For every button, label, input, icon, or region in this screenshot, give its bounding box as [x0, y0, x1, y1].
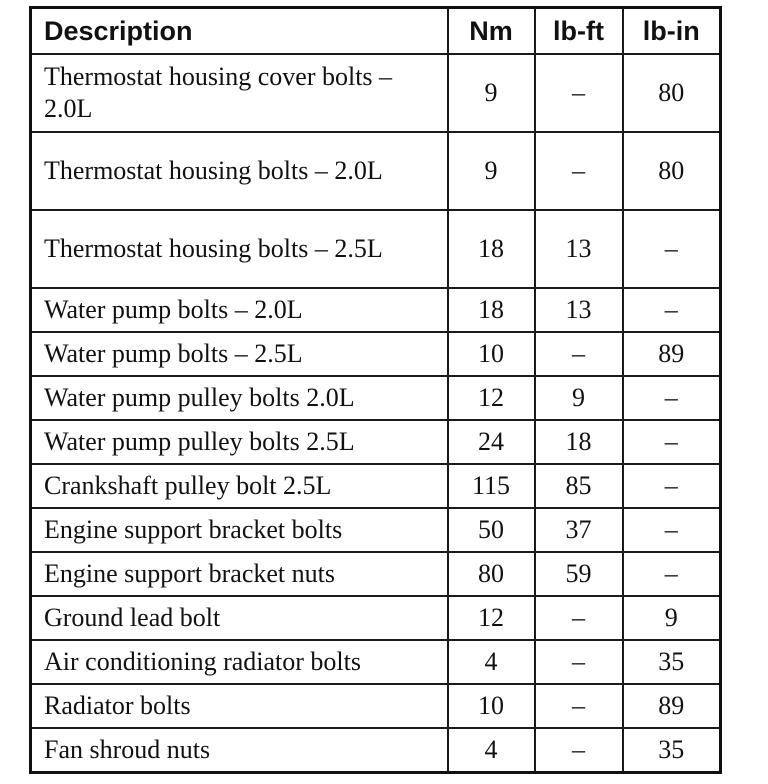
cell-lbin: – [623, 508, 721, 552]
cell-nm: 9 [448, 132, 535, 210]
cell-lbft: – [535, 728, 623, 773]
cell-description: Thermostat housing cover bolts – 2.0L [31, 54, 448, 132]
table-row [31, 288, 721, 332]
cell-description: Water pump pulley bolts 2.0L [31, 376, 448, 420]
cell-lbin: 35 [623, 728, 721, 773]
cell-description: Thermostat housing bolts – 2.5L [31, 210, 448, 288]
cell-nm: 10 [448, 332, 535, 376]
cell-nm: 50 [448, 508, 535, 552]
cell-lbft: 9 [535, 376, 623, 420]
cell-lbft: – [535, 132, 623, 210]
header-lbft: lb-ft [535, 8, 623, 55]
table-row [31, 210, 721, 288]
cell-description: Radiator bolts [31, 684, 448, 728]
cell-lbin: 89 [623, 684, 721, 728]
table-row [31, 420, 721, 464]
table-row [31, 596, 721, 640]
header-nm: Nm [448, 8, 535, 55]
header-description: Description [31, 8, 448, 55]
cell-description: Ground lead bolt [31, 596, 448, 640]
header-lbin: lb-in [623, 8, 721, 55]
cell-description: Engine support bracket nuts [31, 552, 448, 596]
table-row [31, 332, 721, 376]
table-row [31, 508, 721, 552]
cell-lbft: 18 [535, 420, 623, 464]
table-row [31, 728, 721, 773]
cell-description: Water pump bolts – 2.0L [31, 288, 448, 332]
cell-lbin: 35 [623, 640, 721, 684]
cell-nm: 115 [448, 464, 535, 508]
cell-description: Air conditioning radiator bolts [31, 640, 448, 684]
cell-lbin: – [623, 288, 721, 332]
cell-nm: 18 [448, 210, 535, 288]
cell-lbft: 13 [535, 288, 623, 332]
cell-lbft: – [535, 640, 623, 684]
cell-nm: 18 [448, 288, 535, 332]
cell-description: Engine support bracket bolts [31, 508, 448, 552]
table-row [31, 376, 721, 420]
table-row [31, 684, 721, 728]
table-row [31, 464, 721, 508]
cell-lbin: 80 [623, 132, 721, 210]
torque-spec-table [29, 6, 722, 774]
cell-lbft: – [535, 54, 623, 132]
cell-nm: 4 [448, 640, 535, 684]
table-row [31, 552, 721, 596]
header-row [31, 8, 721, 55]
cell-nm: 12 [448, 376, 535, 420]
table-row [31, 132, 721, 210]
cell-description: Thermostat housing bolts – 2.0L [31, 132, 448, 210]
cell-lbft: – [535, 684, 623, 728]
cell-lbin: 89 [623, 332, 721, 376]
cell-nm: 10 [448, 684, 535, 728]
cell-lbin: – [623, 552, 721, 596]
cell-nm: 24 [448, 420, 535, 464]
cell-description: Fan shroud nuts [31, 728, 448, 773]
cell-lbin: – [623, 420, 721, 464]
cell-lbft: – [535, 332, 623, 376]
cell-nm: 80 [448, 552, 535, 596]
cell-lbin: – [623, 464, 721, 508]
cell-description: Crankshaft pulley bolt 2.5L [31, 464, 448, 508]
table-row [31, 54, 721, 132]
cell-lbin: 9 [623, 596, 721, 640]
cell-lbft: 59 [535, 552, 623, 596]
cell-description: Water pump bolts – 2.5L [31, 332, 448, 376]
cell-nm: 12 [448, 596, 535, 640]
cell-description: Water pump pulley bolts 2.5L [31, 420, 448, 464]
cell-lbin: – [623, 376, 721, 420]
cell-lbft: 37 [535, 508, 623, 552]
cell-nm: 4 [448, 728, 535, 773]
cell-lbft: – [535, 596, 623, 640]
cell-lbft: 85 [535, 464, 623, 508]
table-row [31, 640, 721, 684]
cell-lbin: – [623, 210, 721, 288]
cell-lbft: 13 [535, 210, 623, 288]
cell-nm: 9 [448, 54, 535, 132]
cell-lbin: 80 [623, 54, 721, 132]
